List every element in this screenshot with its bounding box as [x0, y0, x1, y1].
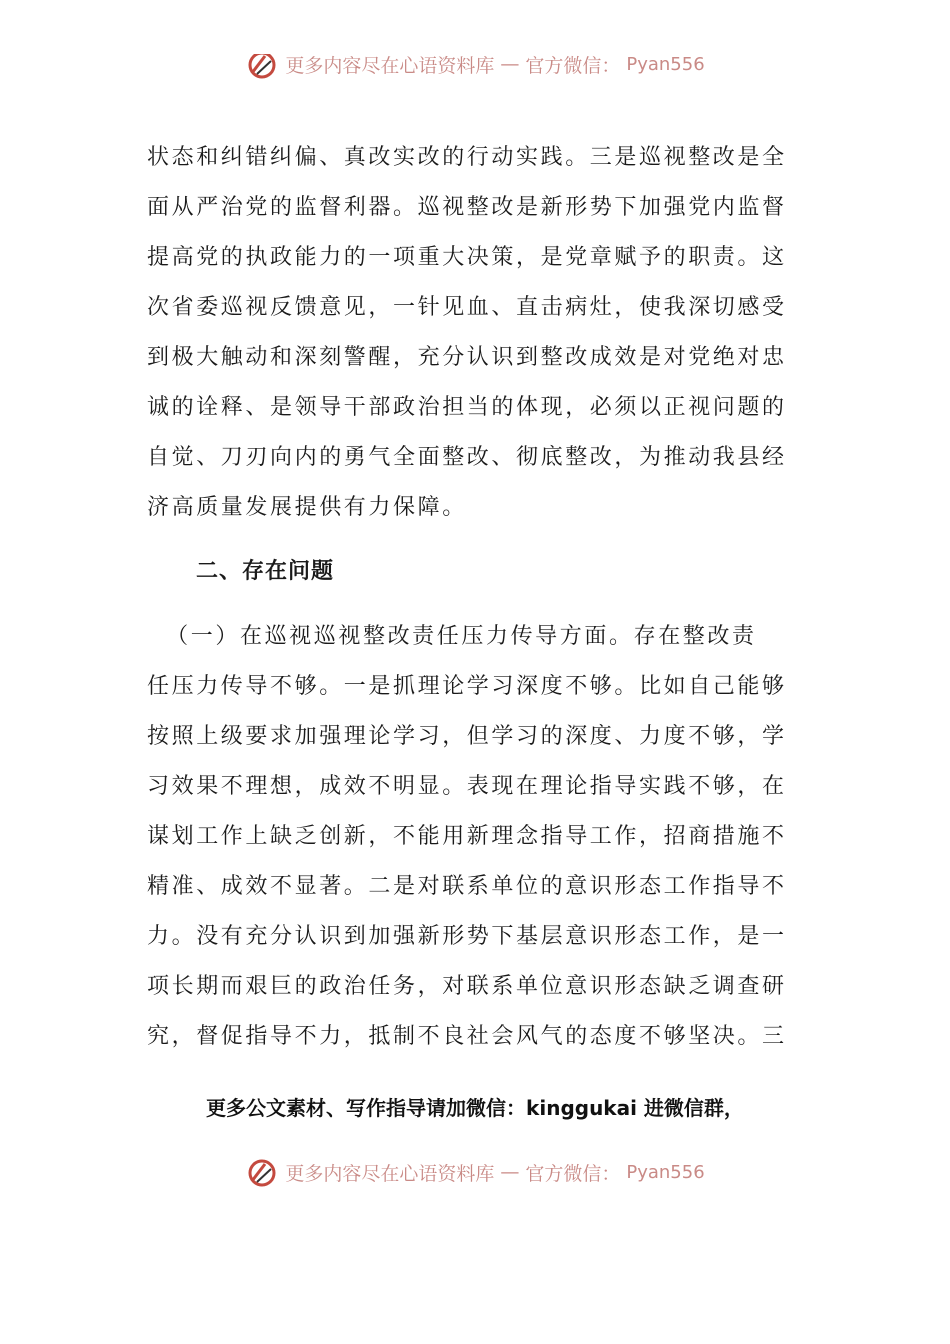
paragraph-line: 精准、成效不显著。二是对联系单位的意识形态工作指导不 — [147, 874, 787, 899]
paragraph-2 — [147, 612, 807, 1062]
paragraph-line: 次省委巡视反馈意见，一针见血、直击病灶，使我深切感受 — [147, 295, 787, 320]
watermark-dash: — — [500, 54, 520, 75]
watermark-wechat-label: 官方微信： — [525, 54, 621, 77]
top-watermark — [0, 54, 950, 86]
paragraph-line: 究，督促指导不力，抵制不良社会风气的态度不够坚决。三 — [147, 1024, 787, 1049]
paragraph-line: （一）在巡视巡视整改责任压力传导方面。存在整改责 — [147, 624, 757, 649]
paragraph-line: 自觉、刀刃向内的勇气全面整改、彻底整改，为推动我县经 — [147, 445, 787, 470]
paragraph-line: 面从严治党的监督利器。巡视整改是新形势下加强党内监督 — [147, 195, 787, 220]
watermark-site-name: 更多内容尽在心语资料库 — [285, 1162, 495, 1185]
paragraph-line: 任压力传导不够。一是抓理论学习深度不够。比如自己能够 — [147, 674, 787, 699]
paragraph-line: 习效果不理想，成效不明显。表现在理论指导实践不够，在 — [147, 774, 787, 799]
bottom-watermark — [0, 1152, 950, 1192]
paragraph-line: 诚的诠释、是领导干部政治担当的体现，必须以正视问题的 — [147, 395, 787, 420]
section-heading: 二、存在问题 — [196, 559, 335, 584]
paragraph-line: 项长期而艰巨的政治任务，对联系单位意识形态缺乏调查研 — [147, 974, 787, 999]
paragraph-1 — [147, 133, 807, 533]
watermark-site-name: 更多内容尽在心语资料库 — [285, 54, 495, 77]
paragraph-line: 状态和纠错纠偏、真改实改的行动实践。三是巡视整改是全 — [147, 145, 787, 170]
watermark-wechat-id: Pyan556 — [626, 1161, 705, 1183]
watermark-dash: — — [500, 1161, 520, 1183]
paragraph-line: 按照上级要求加强理论学习，但学习的深度、力度不够，学 — [147, 724, 787, 749]
paragraph-line: 提高党的执政能力的一项重大决策，是党章赋予的职责。这 — [147, 245, 787, 270]
paragraph-line: 济高质量发展提供有力保障。 — [147, 495, 467, 520]
watermark-logo-icon — [245, 54, 279, 81]
watermark-wechat-id: Pyan556 — [626, 54, 705, 75]
paragraph-line: 到极大触动和深刻警醒，充分认识到整改成效是对党绝对忠 — [147, 345, 787, 370]
paragraph-line: 谋划工作上缺乏创新，不能用新理念指导工作，招商措施不 — [147, 824, 787, 849]
watermark-wechat-label: 官方微信： — [525, 1162, 621, 1185]
paragraph-line: 力。没有充分认识到加强新形势下基层意识形态工作，是一 — [147, 924, 787, 949]
footer-note: 更多公文素材、写作指导请加微信：kinggukai 进微信群， — [206, 1096, 744, 1120]
watermark-logo-icon — [245, 1155, 279, 1189]
